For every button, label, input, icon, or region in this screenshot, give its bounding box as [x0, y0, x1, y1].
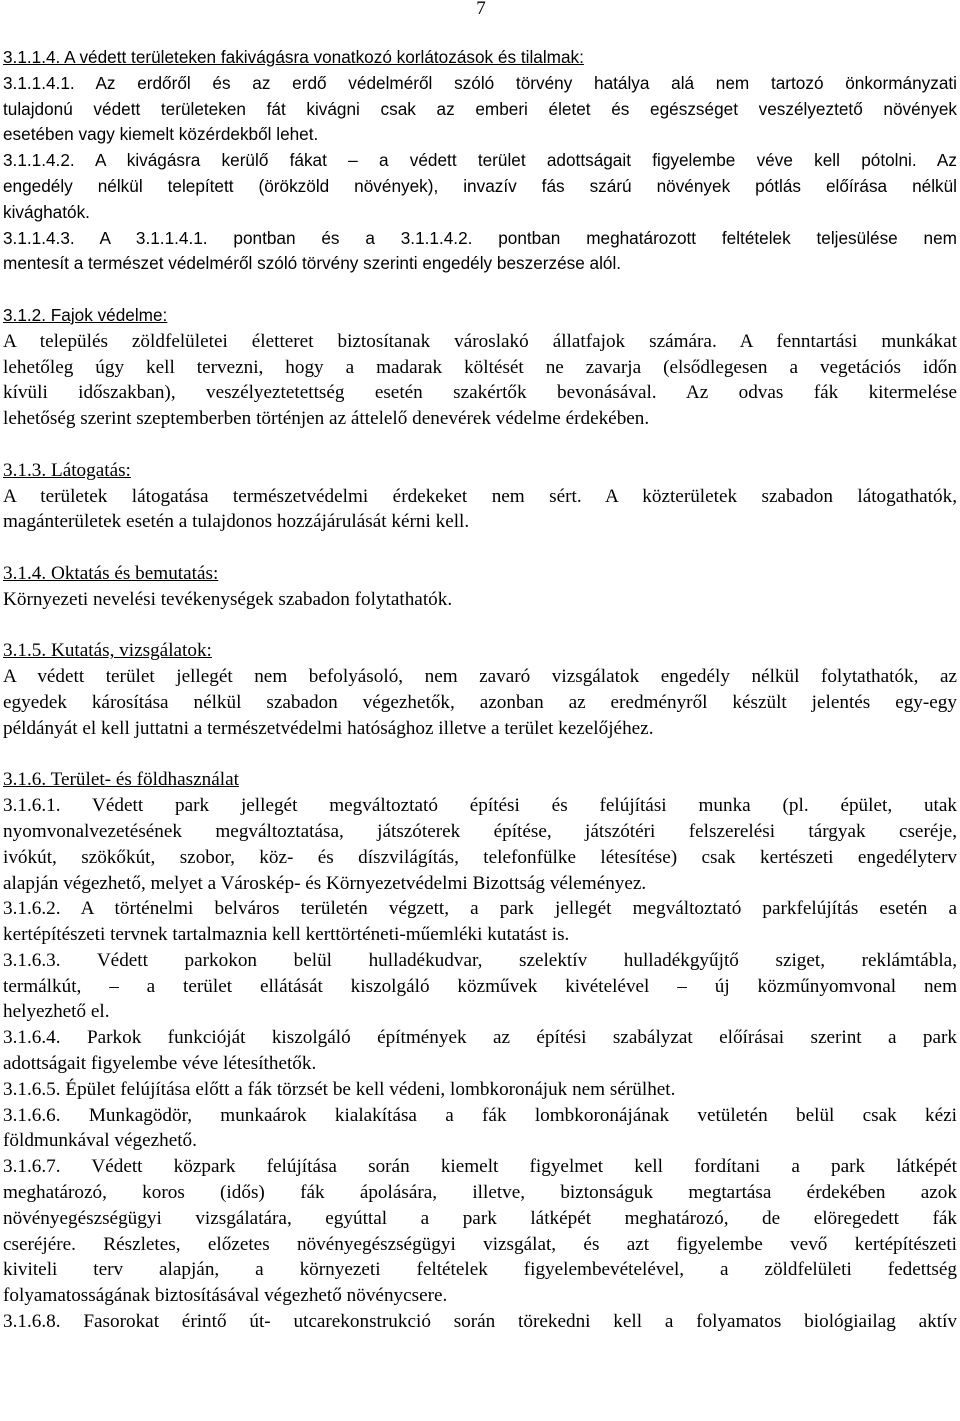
- page-number: 7: [476, 0, 486, 19]
- text-line: földmunkával végezhető.: [3, 1130, 197, 1152]
- text-line: mentesít a természet védelméről szóló törvény szerinti engedély beszerzése alól.: [3, 253, 622, 274]
- text-line: ivókút, szökőkút, szobor, köz- és díszvilágítás, telefonfülke létesítése) csak kertészeti engedélyterv: [3, 846, 957, 868]
- text-line: 3.1.6.2. A történelmi belváros területén végzett, a park jellegét megváltoztató parkfelújítás esetén a: [3, 898, 957, 920]
- section-heading: 3.1.6. Terület- és földhasználat: [3, 769, 239, 791]
- paragraph-spacer: [3, 613, 957, 639]
- text-line: 3.1.1.4.2. A kivágásra kerülő fákat – a védett terület adottságait figyelembe véve kell pótolni. Az: [3, 150, 957, 171]
- paragraph-spacer: [3, 742, 957, 768]
- text-line: 3.1.1.4.1. Az erdőről és az erdő védelméről szóló törvény hatálya alá nem tartozó önkormányzati: [3, 72, 957, 93]
- paragraph-spacer: [3, 277, 957, 303]
- paragraph-spacer: [3, 432, 957, 458]
- text-line: 3.1.6.4. Parkok funkcióját kiszolgáló építmények az építési szabályzat előírásai szerint a park: [3, 1027, 957, 1049]
- section-heading: 3.1.1.4. A védett területeken fakivágásra vonatkozó korlátozások és tilalmak:: [3, 47, 584, 67]
- section-heading: 3.1.5. Kutatás, vizsgálatok:: [3, 640, 212, 662]
- text-line: 3.1.6.5. Épület felújítása előtt a fák törzsét be kell védeni, lombkoronájuk nem sérülhet.: [3, 1078, 676, 1100]
- text-line: növényegészségügyi vizsgálatára, egyúttal a park látképét meghatározó, de elöregedett fák: [3, 1207, 957, 1229]
- paragraph-spacer: [3, 535, 957, 561]
- text-line: 3.1.1.4.3. A 3.1.1.4.1. pontban és a 3.1.1.4.2. pontban meghatározott feltételek teljesülése nem: [3, 227, 957, 248]
- text-line: Környezeti nevelési tevékenységek szabadon folytathatók.: [3, 588, 453, 610]
- text-line: termálkút, – a terület ellátását kiszolgáló közművek kivételével – új közműnyomvonal nem: [3, 975, 957, 997]
- section-heading: 3.1.4. Oktatás és bemutatás:: [3, 562, 219, 584]
- text-line: A területek látogatása természetvédelmi érdekeket nem sért. A közterületek szabadon látogathatók,: [3, 485, 957, 507]
- text-line: egyedek károsítása nélkül szabadon végezhetők, azonban az eredményről készült jelentés egy-egy: [3, 691, 957, 713]
- text-line: kertépítészeti tervnek tartalmaznia kell kerttörténeti-műemléki kutatást is.: [3, 924, 570, 946]
- text-line: 3.1.6.8. Fasorokat érintő út- utcarekonstrukció során törekedni kell a folyamatos biológiailag aktív: [3, 1311, 957, 1333]
- text-line: engedély nélkül telepített (örökzöld növények), invazív fás szárú növények pótlás előírása nélkül: [3, 175, 957, 196]
- text-line: kivághatók.: [3, 201, 90, 222]
- text-line: 3.1.6.1. Védett park jellegét megváltoztató építési és felújítási munka (pl. épület, utak: [3, 795, 957, 817]
- text-line: 3.1.6.3. Védett parkokon belül hulladékudvar, szelektív hulladékgyűjtő sziget, reklámtábla,: [3, 949, 957, 971]
- section-heading: 3.1.3. Látogatás:: [3, 459, 131, 481]
- text-line: nyomvonalvezetésének megváltoztatása, játszóterek építése, játszótéri felszerelési tárgyak cseréje,: [3, 820, 957, 842]
- text-line: esetében vagy kiemelt közérdekből lehet.: [3, 124, 319, 145]
- text-line: alapján végezhető, melyet a Városkép- és Környezetvédelmi Bizottság véleményez.: [3, 872, 647, 894]
- text-line: A védett terület jellegét nem befolyásoló, nem zavaró vizsgálatok engedély nélkül folytathatók, az: [3, 666, 957, 688]
- text-line: magánterületek esetén a tulajdonos hozzájárulását kérni kell.: [3, 511, 470, 533]
- text-line: cseréjére. Részletes, előzetes növényegészségügyi vizsgálat, és azt figyelembe vevő kertépítészeti: [3, 1233, 957, 1255]
- document-body: [3, 45, 957, 1335]
- text-line: 3.1.6.6. Munkagödör, munkaárok kialakítása a fák lombkoronájának vetületén belül csak kézi: [3, 1104, 957, 1126]
- text-line: példányát el kell juttatni a természetvédelmi hatósághoz illetve a terület kezelőjéhez.: [3, 717, 654, 739]
- text-line: folyamatosságának biztosításával végezhető növénycsere.: [3, 1285, 448, 1307]
- text-line: tulajdonú védett területeken fát kivágni csak az emberi életet és egészséget veszélyeztető növények: [3, 98, 957, 119]
- text-line: adottságait figyelembe véve létesíthetők.: [3, 1053, 317, 1075]
- section-heading: 3.1.2. Fajok védelme:: [3, 304, 168, 325]
- text-line: lehetőség szerint szeptemberben történjen az áttelelő denevérek védelme érdekében.: [3, 408, 650, 430]
- text-line: kívüli időszakban), veszélyeztetettség esetén szakértők bevonásával. Az odvas fák kitermelése: [3, 382, 957, 404]
- text-line: meghatározó, koros (idős) fák ápolására, illetve, biztonságuk megtartása érdekében azok: [3, 1182, 957, 1204]
- text-line: A település zöldfelületei életteret biztosítanak városlakó állatfajok számára. A fenntartási munkákat: [3, 330, 957, 352]
- text-line: kiviteli terv alapján, a környezeti feltételek figyelembevételével, a zöldfelületi fedettség: [3, 1259, 957, 1281]
- text-line: lehetőleg úgy kell tervezni, hogy a madarak költését ne zavarja (elsődlegesen a vegetációs időn: [3, 356, 957, 378]
- text-line: helyezhető el.: [3, 1001, 110, 1023]
- text-line: 3.1.6.7. Védett közpark felújítása során kiemelt figyelmet kell fordítani a park látképét: [3, 1156, 957, 1178]
